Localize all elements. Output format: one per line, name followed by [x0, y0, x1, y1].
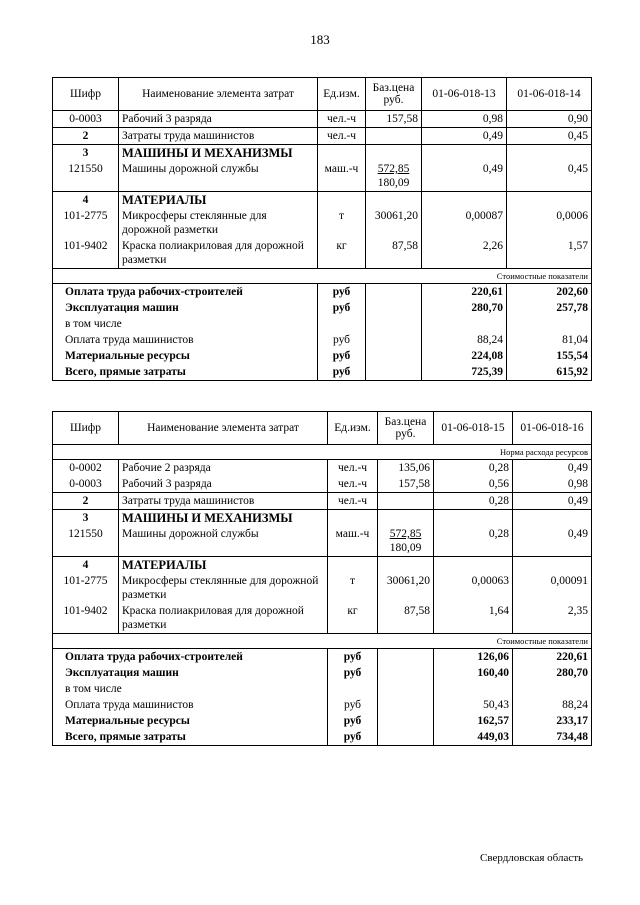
cost-name: в том числе — [53, 316, 318, 332]
cost-name: Оплата труда машинистов — [53, 697, 328, 713]
cost-name: Эксплуатация машин — [53, 665, 328, 681]
cell-value-1: 0,98 — [422, 111, 507, 128]
cell-unit: чел.-ч — [328, 493, 378, 510]
cell-value-1: 0,28 — [434, 526, 513, 557]
cell-name: Микросферы стеклянные для дорожной разметки — [119, 573, 328, 603]
cost-unit: руб — [328, 649, 378, 666]
cost-unit: руб — [318, 364, 366, 381]
cell-price: 135,06 — [378, 460, 434, 477]
cost-indicators-label: Стоимостные показатели — [53, 269, 592, 284]
cell-code: 101-2775 — [53, 573, 119, 603]
cost-value-2: 615,92 — [507, 364, 592, 381]
cell-code: 0-0003 — [53, 111, 119, 128]
cell-price: 30061,20 — [366, 208, 422, 238]
header-col1: 01-06-018-15 — [434, 412, 513, 445]
section-code: 4 — [53, 192, 119, 209]
cell-price — [378, 526, 434, 557]
cell-value-1: 0,49 — [422, 161, 507, 192]
cell-value-2: 1,57 — [507, 238, 592, 269]
cost-indicators-label: Стоимостные показатели — [53, 634, 592, 649]
cell-name: Машины дорожной службы — [119, 526, 328, 557]
table-row — [53, 476, 592, 493]
cost-row — [53, 364, 592, 381]
cell-code: 101-2775 — [53, 208, 119, 238]
section-title: МАТЕРИАЛЫ — [119, 192, 318, 209]
section-title: МАТЕРИАЛЫ — [119, 557, 328, 574]
cost-name: Оплата труда рабочих-строителей — [53, 649, 328, 666]
cost-value-2: 233,17 — [513, 713, 592, 729]
cost-name: Оплата труда рабочих-строителей — [53, 284, 318, 301]
header-price: Баз.цена руб. — [366, 78, 422, 111]
cost-value-1: 88,24 — [422, 332, 507, 348]
cell-value-2: 0,49 — [513, 526, 592, 557]
cost-indicators-row — [53, 634, 592, 649]
cost-value-1: 725,39 — [422, 364, 507, 381]
table-header-row — [53, 412, 592, 445]
cost-name: Материальные ресурсы — [53, 713, 328, 729]
cost-unit: руб — [328, 697, 378, 713]
cell-unit: т — [328, 573, 378, 603]
cost-value-2: 88,24 — [513, 697, 592, 713]
norm-label: Норма расхода ресурсов — [53, 445, 592, 460]
table-row — [53, 493, 592, 510]
section-code: 3 — [53, 145, 119, 162]
cost-value-2: 257,78 — [507, 300, 592, 316]
cell-value-1: 0,28 — [434, 493, 513, 510]
cell-name: Микросферы стеклянные для дорожной разметки — [119, 208, 318, 238]
table-row — [53, 238, 592, 269]
table-row — [53, 460, 592, 477]
section-code: 4 — [53, 557, 119, 574]
cell-unit: чел.-ч — [318, 128, 366, 145]
cell-value-2: 0,0006 — [507, 208, 592, 238]
cell-price: 157,58 — [378, 476, 434, 493]
cost-name: Эксплуатация машин — [53, 300, 318, 316]
cost-row — [53, 348, 592, 364]
table-row — [53, 208, 592, 238]
cost-row — [53, 697, 592, 713]
section-row — [53, 510, 592, 527]
cell-value-2: 0,45 — [507, 161, 592, 192]
cell-name: Рабочий 3 разряда — [119, 476, 328, 493]
cell-value-1: 0,56 — [434, 476, 513, 493]
cost-value-1: 160,40 — [434, 665, 513, 681]
cell-unit: чел.-ч — [318, 111, 366, 128]
cost-value-1: 50,43 — [434, 697, 513, 713]
cell-code: 0-0002 — [53, 460, 119, 477]
cost-name: Оплата труда машинистов — [53, 332, 318, 348]
cost-value-1: 126,06 — [434, 649, 513, 666]
cell-code: 0-0003 — [53, 476, 119, 493]
cost-value-2: 81,04 — [507, 332, 592, 348]
cost-row — [53, 284, 592, 301]
cell-value-2: 0,45 — [507, 128, 592, 145]
header-price: Баз.цена руб. — [378, 412, 434, 445]
price-value-b: 180,09 — [389, 542, 422, 554]
header-code: Шифр — [53, 78, 119, 111]
cell-code: 2 — [53, 128, 119, 145]
section-row — [53, 192, 592, 209]
cell-price — [366, 161, 422, 192]
cost-row — [53, 713, 592, 729]
cell-name: Машины дорожной службы — [119, 161, 318, 192]
cell-value-1: 0,28 — [434, 460, 513, 477]
cell-price: 157,58 — [366, 111, 422, 128]
cell-value-2: 0,90 — [507, 111, 592, 128]
table-header-row — [53, 78, 592, 111]
cost-row — [53, 316, 592, 332]
cost-value-2: 220,61 — [513, 649, 592, 666]
cell-value-1: 1,64 — [434, 603, 513, 634]
cost-value-1: 449,03 — [434, 729, 513, 746]
cell-unit: маш.-ч — [318, 161, 366, 192]
header-unit: Ед.изм. — [318, 78, 366, 111]
cost-name: Всего, прямые затраты — [53, 729, 328, 746]
table-row — [53, 603, 592, 634]
price-value-a: 572,85 — [389, 528, 422, 540]
table-row — [53, 526, 592, 557]
cost-table-1 — [52, 77, 592, 381]
cost-row — [53, 300, 592, 316]
footer-region: Свердловская область — [480, 852, 584, 864]
cell-name: Рабочие 2 разряда — [119, 460, 328, 477]
cost-row — [53, 665, 592, 681]
cell-value-1: 0,49 — [422, 128, 507, 145]
cost-unit: руб — [328, 713, 378, 729]
header-col2: 01-06-018-16 — [513, 412, 592, 445]
cell-code: 101-9402 — [53, 238, 119, 269]
cell-price — [378, 493, 434, 510]
cell-value-2: 2,35 — [513, 603, 592, 634]
table-row — [53, 573, 592, 603]
cell-value-1: 0,00087 — [422, 208, 507, 238]
cell-unit: чел.-ч — [328, 476, 378, 493]
section-row — [53, 145, 592, 162]
cost-value-2: 155,54 — [507, 348, 592, 364]
cost-unit: руб — [318, 284, 366, 301]
table-row — [53, 128, 592, 145]
table-row — [53, 161, 592, 192]
header-unit: Ед.изм. — [328, 412, 378, 445]
cell-name: Затраты труда машинистов — [119, 128, 318, 145]
section-title: МАШИНЫ И МЕХАНИЗМЫ — [119, 145, 318, 162]
cost-name: Всего, прямые затраты — [53, 364, 318, 381]
page-number: 183 — [310, 32, 330, 47]
cost-name: Материальные ресурсы — [53, 348, 318, 364]
cost-unit: руб — [318, 332, 366, 348]
header-name: Наименование элемента затрат — [119, 78, 318, 111]
cost-row — [53, 332, 592, 348]
cell-name: Рабочий 3 разряда — [119, 111, 318, 128]
cell-code: 121550 — [53, 526, 119, 557]
cost-value-1: 220,61 — [422, 284, 507, 301]
price-value-a: 572,85 — [377, 163, 410, 175]
cell-name: Краска полиакриловая для дорожной разметки — [119, 238, 318, 269]
cell-value-1: 2,26 — [422, 238, 507, 269]
cost-row — [53, 681, 592, 697]
cell-value-2: 0,49 — [513, 460, 592, 477]
cell-price: 87,58 — [378, 603, 434, 634]
cell-code: 101-9402 — [53, 603, 119, 634]
cost-row — [53, 649, 592, 666]
cell-value-2: 0,49 — [513, 493, 592, 510]
cost-value-2: 202,60 — [507, 284, 592, 301]
cell-code: 121550 — [53, 161, 119, 192]
cell-unit: кг — [328, 603, 378, 634]
cell-code: 2 — [53, 493, 119, 510]
cost-row — [53, 729, 592, 746]
header-col2: 01-06-018-14 — [507, 78, 592, 111]
norm-label-row — [53, 445, 592, 460]
cost-value-1: 162,57 — [434, 713, 513, 729]
cost-unit: руб — [328, 729, 378, 746]
cell-value-2: 0,98 — [513, 476, 592, 493]
cost-value-2: 280,70 — [513, 665, 592, 681]
cell-unit: маш.-ч — [328, 526, 378, 557]
cost-name: в том числе — [53, 681, 328, 697]
price-value-b: 180,09 — [377, 177, 410, 189]
cost-unit: руб — [318, 348, 366, 364]
cell-value-1: 0,00063 — [434, 573, 513, 603]
cell-price: 30061,20 — [378, 573, 434, 603]
header-col1: 01-06-018-13 — [422, 78, 507, 111]
cost-unit: руб — [328, 665, 378, 681]
cell-unit: чел.-ч — [328, 460, 378, 477]
cell-name: Затраты труда машинистов — [119, 493, 328, 510]
header-name: Наименование элемента затрат — [119, 412, 328, 445]
cost-unit: руб — [318, 300, 366, 316]
cost-indicators-row — [53, 269, 592, 284]
cell-unit: кг — [318, 238, 366, 269]
table-row — [53, 111, 592, 128]
header-code: Шифр — [53, 412, 119, 445]
section-code: 3 — [53, 510, 119, 527]
cell-price: 87,58 — [366, 238, 422, 269]
section-row — [53, 557, 592, 574]
cost-value-1: 224,08 — [422, 348, 507, 364]
cell-value-2: 0,00091 — [513, 573, 592, 603]
cell-unit: т — [318, 208, 366, 238]
cost-value-2: 734,48 — [513, 729, 592, 746]
cell-price — [366, 128, 422, 145]
section-title: МАШИНЫ И МЕХАНИЗМЫ — [119, 510, 328, 527]
cost-table-2 — [52, 411, 592, 746]
cost-value-1: 280,70 — [422, 300, 507, 316]
cell-name: Краска полиакриловая для дорожной разметки — [119, 603, 328, 634]
